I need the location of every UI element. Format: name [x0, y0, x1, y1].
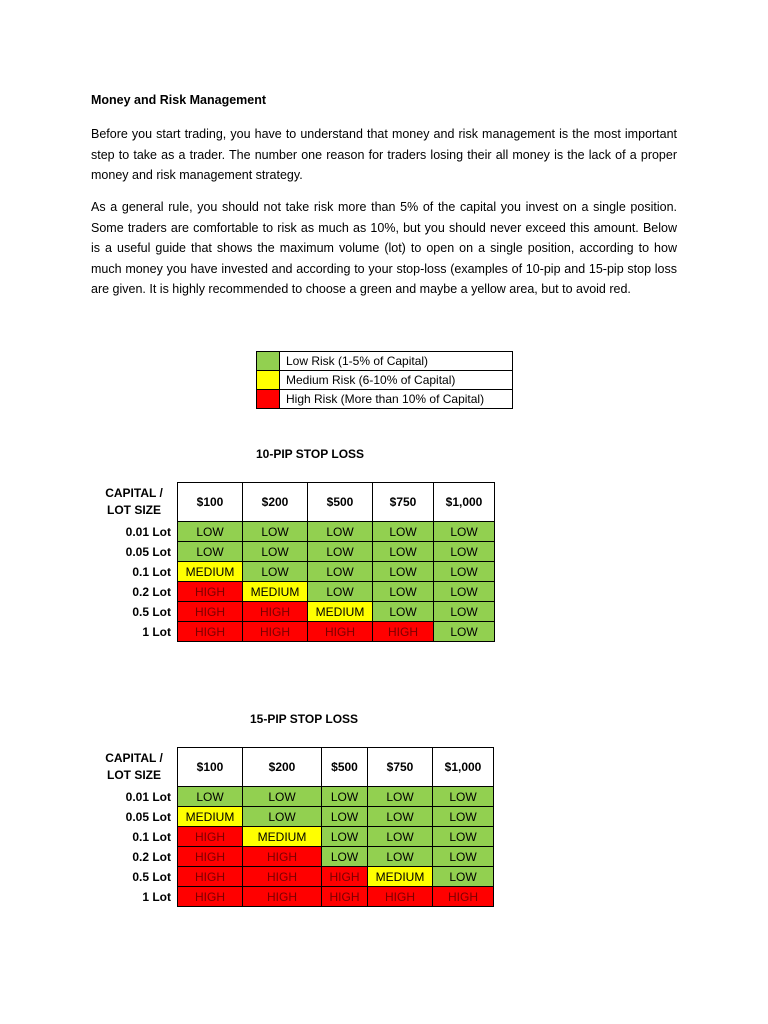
risk-cell-medium: MEDIUM: [178, 807, 243, 827]
risk-cell-low: LOW: [243, 562, 308, 582]
risk-cell-low: LOW: [308, 542, 373, 562]
row-label: 0.2 Lot: [132, 849, 171, 864]
risk-cell-high: HIGH: [433, 887, 494, 907]
risk-cell-high: HIGH: [178, 847, 243, 867]
legend-label-medium: Medium Risk (6-10% of Capital): [280, 371, 513, 390]
column-header: $200: [243, 483, 308, 522]
risk-cell-high: HIGH: [178, 622, 243, 642]
risk-table-10pip: [95, 482, 495, 642]
risk-cell-high: HIGH: [243, 867, 322, 887]
risk-cell-low: LOW: [368, 787, 433, 807]
table-row: [95, 562, 495, 582]
risk-cell-high: HIGH: [178, 827, 243, 847]
rule-paragraph: As a general rule, you should not take risk more than 5% of the capital you invest on a single position. Some traders are comfortable to risk as much as 10%, but you should never exceed this amount. Below is a useful guide that shows the maximum volume (lot) to open on a single position, according to how much money you have invested and according to your stop-loss (examples of 10-pip and 15-pip stop loss are given. It is highly recommended to choose a green and maybe a yellow area, but to avoid red.: [91, 200, 677, 296]
legend-swatch-low: [257, 352, 280, 371]
risk-cell-high: HIGH: [368, 887, 433, 907]
risk-cell-low: LOW: [243, 807, 322, 827]
legend-row-low: [257, 352, 513, 371]
risk-cell-low: LOW: [373, 522, 434, 542]
risk-cell-low: LOW: [434, 622, 495, 642]
risk-cell-low: LOW: [434, 522, 495, 542]
row-label: 1 Lot: [142, 624, 171, 639]
legend-row-high: [257, 390, 513, 409]
risk-cell-low: LOW: [373, 602, 434, 622]
risk-cell-low: LOW: [322, 787, 368, 807]
risk-cell-low: LOW: [243, 787, 322, 807]
risk-cell-high: HIGH: [178, 867, 243, 887]
row-label: 0.1 Lot: [132, 564, 171, 579]
table-title-10pip: 10-PIP STOP LOSS: [256, 447, 365, 461]
risk-cell-low: LOW: [368, 807, 433, 827]
row-label: 0.05 Lot: [125, 809, 171, 824]
table-title-15pip: 15-PIP STOP LOSS: [250, 712, 359, 726]
table-row: [95, 847, 494, 867]
risk-cell-low: LOW: [243, 522, 308, 542]
table-row: [95, 827, 494, 847]
table-header-row: [95, 483, 495, 522]
risk-cell-high: HIGH: [373, 622, 434, 642]
risk-cell-low: LOW: [368, 827, 433, 847]
column-header: $750: [373, 483, 434, 522]
row-label: 0.1 Lot: [132, 829, 171, 844]
risk-cell-high: HIGH: [322, 887, 368, 907]
column-header: $1,000: [434, 483, 495, 522]
risk-cell-low: LOW: [373, 582, 434, 602]
column-header: $100: [178, 483, 243, 522]
risk-cell-high: HIGH: [178, 887, 243, 907]
risk-cell-low: LOW: [368, 847, 433, 867]
legend-label-high: High Risk (More than 10% of Capital): [280, 390, 513, 409]
page-heading: Money and Risk Management: [91, 93, 267, 107]
row-label: 1 Lot: [142, 889, 171, 904]
risk-cell-low: LOW: [433, 847, 494, 867]
table-row: [95, 622, 495, 642]
risk-cell-low: LOW: [434, 602, 495, 622]
risk-cell-high: HIGH: [178, 582, 243, 602]
risk-cell-low: LOW: [433, 867, 494, 887]
risk-cell-low: LOW: [322, 827, 368, 847]
column-header: $500: [322, 748, 368, 787]
risk-cell-low: LOW: [178, 522, 243, 542]
row-label: 0.2 Lot: [132, 584, 171, 599]
column-header: $100: [178, 748, 243, 787]
risk-cell-low: LOW: [322, 847, 368, 867]
risk-cell-low: LOW: [434, 582, 495, 602]
column-header: $500: [308, 483, 373, 522]
table-row: [95, 807, 494, 827]
risk-cell-low: LOW: [434, 562, 495, 582]
risk-cell-low: LOW: [308, 522, 373, 542]
legend-swatch-high: [257, 390, 280, 409]
table-header-row: [95, 748, 494, 787]
column-header: $1,000: [433, 748, 494, 787]
risk-cell-medium: MEDIUM: [243, 582, 308, 602]
row-label: 0.05 Lot: [125, 544, 171, 559]
risk-cell-low: LOW: [308, 582, 373, 602]
table-row: [95, 867, 494, 887]
risk-cell-medium: MEDIUM: [308, 602, 373, 622]
table-row: [95, 582, 495, 602]
risk-cell-high: HIGH: [243, 602, 308, 622]
risk-cell-low: LOW: [178, 787, 243, 807]
legend-swatch-medium: [257, 371, 280, 390]
risk-cell-high: HIGH: [243, 847, 322, 867]
column-header: $750: [368, 748, 433, 787]
risk-cell-high: HIGH: [243, 622, 308, 642]
row-label: 0.5 Lot: [132, 604, 171, 619]
risk-cell-high: HIGH: [308, 622, 373, 642]
risk-cell-low: LOW: [243, 542, 308, 562]
risk-cell-low: LOW: [178, 542, 243, 562]
risk-cell-high: HIGH: [322, 867, 368, 887]
table-row: [95, 887, 494, 907]
row-label: 0.01 Lot: [125, 789, 171, 804]
risk-cell-low: LOW: [322, 807, 368, 827]
corner-label: CAPITAL / LOT SIZE: [105, 751, 163, 782]
risk-cell-high: HIGH: [243, 887, 322, 907]
intro-paragraph: Before you start trading, you have to understand that money and risk management is the most important step to take as a trader. The number one reason for traders losing their all money is the lack of a proper money and risk management strategy.: [91, 127, 677, 182]
risk-cell-medium: MEDIUM: [243, 827, 322, 847]
column-header: $200: [243, 748, 322, 787]
table-row: [95, 542, 495, 562]
risk-cell-high: HIGH: [178, 602, 243, 622]
risk-cell-low: LOW: [308, 562, 373, 582]
risk-legend: [256, 351, 513, 409]
row-label: 0.5 Lot: [132, 869, 171, 884]
row-label: 0.01 Lot: [125, 524, 171, 539]
table-row: [95, 787, 494, 807]
table-row: [95, 602, 495, 622]
risk-cell-low: LOW: [434, 542, 495, 562]
table-row: [95, 522, 495, 542]
risk-cell-low: LOW: [433, 787, 494, 807]
risk-table-15pip: [95, 747, 494, 907]
risk-cell-medium: MEDIUM: [368, 867, 433, 887]
risk-cell-low: LOW: [433, 807, 494, 827]
risk-cell-low: LOW: [373, 542, 434, 562]
corner-label: CAPITAL / LOT SIZE: [105, 486, 163, 517]
risk-cell-low: LOW: [433, 827, 494, 847]
legend-label-low: Low Risk (1-5% of Capital): [280, 352, 513, 371]
legend-row-medium: [257, 371, 513, 390]
risk-cell-low: LOW: [373, 562, 434, 582]
risk-cell-medium: MEDIUM: [178, 562, 243, 582]
